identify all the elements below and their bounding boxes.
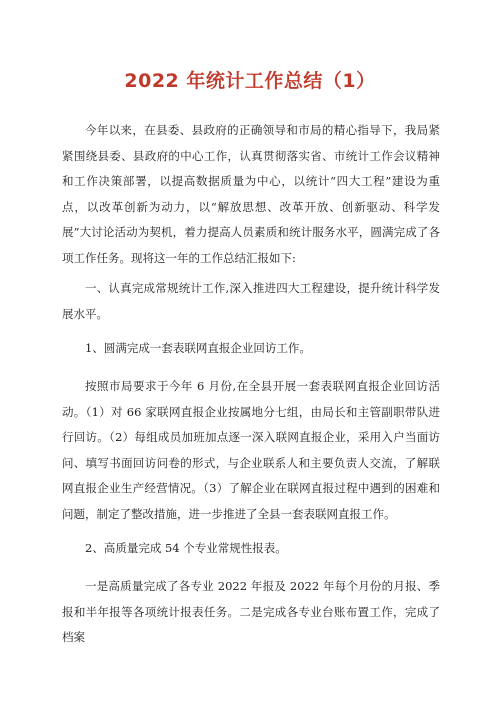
subsection-heading-2: 2、高质量完成 54 个专业常规性报表。 [85, 541, 287, 555]
paragraph-reports: 一是高质量完成了各专业 2022 年报及 2022 年每个月份的月报、季报和半年报等各项统计报表任务。二是完成各专业台账布置工作，完成了档案 [62, 579, 440, 644]
section-heading-1: 一、认真完成常规统计工作,深入推进四大工程建设，提升统计科学发展水平。 [62, 281, 440, 321]
document-title: 2022 年统计工作总结（1） [124, 70, 376, 92]
paragraph-intro: 今年以来，在县委、县政府的正确领导和市局的精心指导下，我局紧紧围绕县委、县政府的中心工作，认真贯彻落实省、市统计工作会议精神和工作决策部署，以提高数据质量为中心，以统计“四大工程”建设为重点，以改革创新为动力，以“解放思想、改革开放、创新驱动、科学发展”大讨论活动为契机，着力提高人员素质和统计服务水平，圆满完成了各项工作任务。现将这一年的工作总结汇报如下: [62, 123, 440, 265]
paragraph-revisit: 按照市局要求于今年 6 月份,在全县开展一套表联网直报企业回访活动。（1）对 66 家联网直报企业按属地分七组，由局长和主管副职带队进行回访。（2）每组成员加班加点逐一深入联网直报企业，采用入户当面访问、填写书面回访问卷的形式，与企业联系人和主要负责人交流，了解联网直报企业生产经营情况。（3）了解企业在联网直报过程中遇到的困难和问题，制定了整改措施，进一步推进了全县一套表联网直报工作。 [62, 379, 440, 521]
subsection-heading-1: 1、圆满完成一套表联网直报企业回访工作。 [85, 341, 311, 355]
